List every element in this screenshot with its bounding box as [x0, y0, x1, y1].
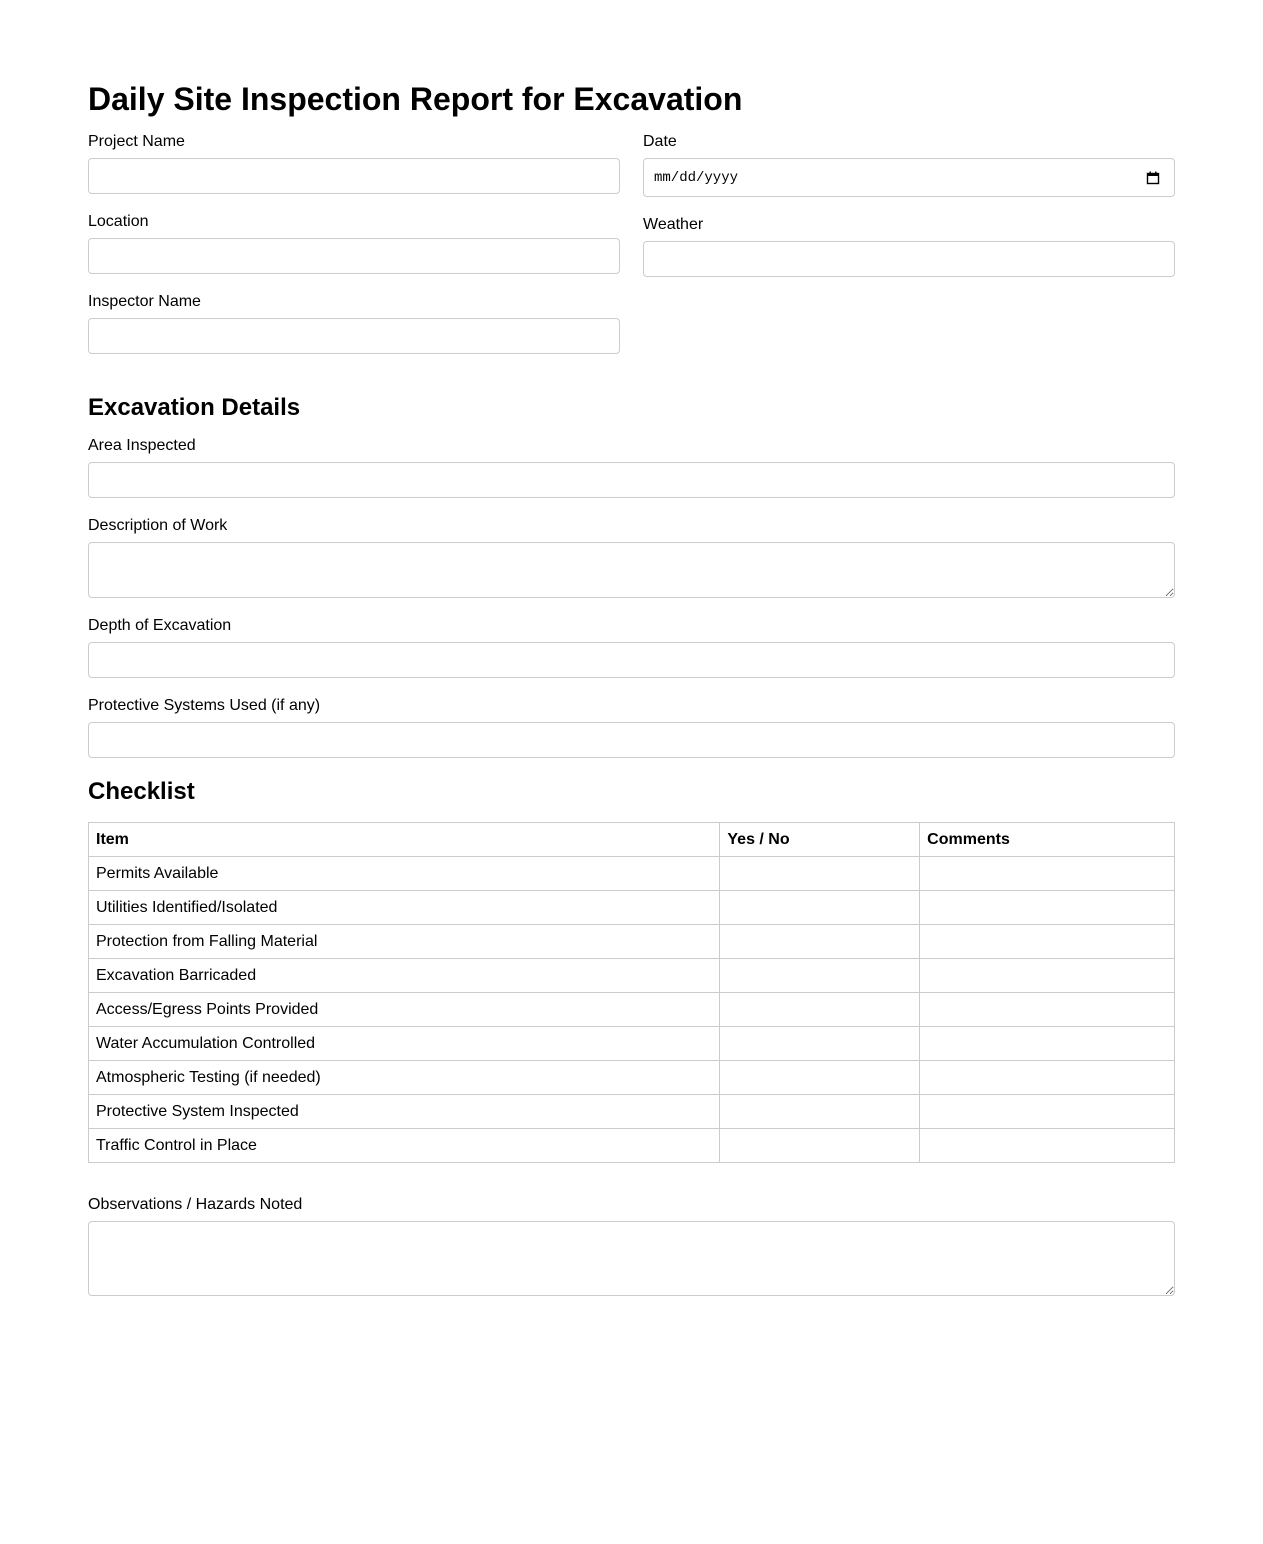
- checklist-item: Excavation Barricaded: [89, 959, 720, 993]
- page-title: Daily Site Inspection Report for Excavation: [88, 81, 743, 117]
- table-row: [89, 1061, 1175, 1095]
- checklist-item: Protective System Inspected: [89, 1095, 720, 1129]
- yes-no-cell[interactable]: [720, 891, 920, 925]
- table-row: [89, 1027, 1175, 1061]
- checklist-item: Access/Egress Points Provided: [89, 993, 720, 1027]
- comments-cell[interactable]: [920, 891, 1175, 925]
- observations-label: Observations / Hazards Noted: [88, 1196, 303, 1213]
- checklist-item: Permits Available: [89, 857, 720, 891]
- checklist-item: Utilities Identified/Isolated: [89, 891, 720, 925]
- yes-no-cell[interactable]: [720, 857, 920, 891]
- inspector-name-label: Inspector Name: [88, 293, 201, 310]
- depth-of-excavation-label: Depth of Excavation: [88, 617, 232, 634]
- area-inspected-input[interactable]: [88, 462, 1175, 498]
- weather-input[interactable]: [643, 241, 1175, 277]
- description-of-work-label: Description of Work: [88, 517, 228, 534]
- comments-cell[interactable]: [920, 857, 1175, 891]
- yes-no-cell[interactable]: [720, 1129, 920, 1163]
- comments-cell[interactable]: [920, 1129, 1175, 1163]
- yes-no-cell[interactable]: [720, 959, 920, 993]
- checklist-item: Water Accumulation Controlled: [89, 1027, 720, 1061]
- table-row: [89, 925, 1175, 959]
- observations-textarea[interactable]: [88, 1221, 1175, 1296]
- yes-no-cell[interactable]: [720, 1061, 920, 1095]
- project-name-input[interactable]: [88, 158, 620, 194]
- comments-cell[interactable]: [920, 959, 1175, 993]
- table-row: [89, 857, 1175, 891]
- table-header-row: [89, 823, 1175, 857]
- description-of-work-textarea[interactable]: [88, 542, 1175, 598]
- weather-label: Weather: [643, 216, 704, 233]
- yes-no-cell[interactable]: [720, 925, 920, 959]
- comments-cell[interactable]: [920, 1027, 1175, 1061]
- excavation-details-heading: Excavation Details: [88, 394, 301, 421]
- protective-systems-label: Protective Systems Used (if any): [88, 697, 321, 714]
- comments-cell[interactable]: [920, 1061, 1175, 1095]
- date-placeholder: mm/dd/yyyy: [654, 169, 739, 186]
- yes-no-cell[interactable]: [720, 1095, 920, 1129]
- checklist-item: Atmospheric Testing (if needed): [89, 1061, 720, 1095]
- table-row: [89, 891, 1175, 925]
- table-row: [89, 959, 1175, 993]
- checklist-table: [88, 822, 1175, 1163]
- column-header-comments: Comments: [920, 823, 1175, 857]
- date-input[interactable]: [643, 158, 1175, 197]
- checklist-item: Protection from Falling Material: [89, 925, 720, 959]
- table-row: [89, 993, 1175, 1027]
- comments-cell[interactable]: [920, 1095, 1175, 1129]
- yes-no-cell[interactable]: [720, 1027, 920, 1061]
- comments-cell[interactable]: [920, 925, 1175, 959]
- project-name-label: Project Name: [88, 133, 185, 150]
- date-label: Date: [643, 133, 677, 150]
- location-label: Location: [88, 213, 149, 230]
- table-row: [89, 1095, 1175, 1129]
- protective-systems-input[interactable]: [88, 722, 1175, 758]
- depth-of-excavation-input[interactable]: [88, 642, 1175, 678]
- column-header-item: Item: [89, 823, 720, 857]
- checklist-heading: Checklist: [88, 778, 195, 805]
- area-inspected-label: Area Inspected: [88, 437, 196, 454]
- calendar-icon[interactable]: [1146, 171, 1160, 185]
- comments-cell[interactable]: [920, 993, 1175, 1027]
- yes-no-cell[interactable]: [720, 993, 920, 1027]
- checklist-item: Traffic Control in Place: [89, 1129, 720, 1163]
- inspector-name-input[interactable]: [88, 318, 620, 354]
- location-input[interactable]: [88, 238, 620, 274]
- table-row: [89, 1129, 1175, 1163]
- column-header-yes-no: Yes / No: [720, 823, 920, 857]
